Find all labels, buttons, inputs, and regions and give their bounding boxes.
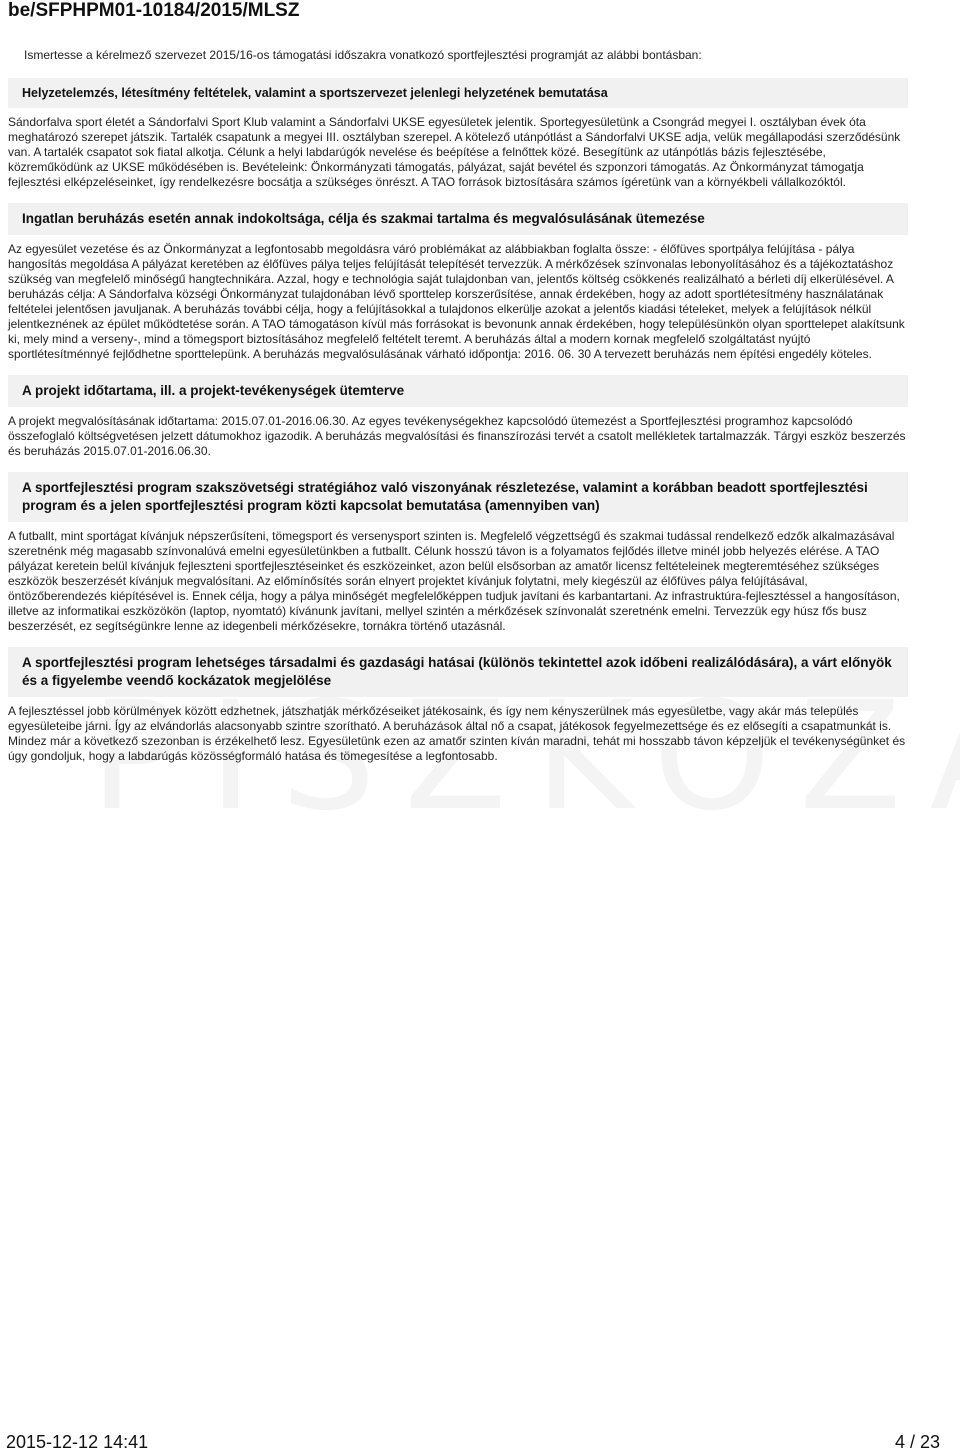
section-body-strategy: A futballt, mint sportágat kívánjuk népszerűsíteni, tömegsport és versenysport szinten is. Megfelelő végzettségű és szakmai tudással rendelkező edzők alkalmazásával szeretnénk még magasabb színvonalúvá emelni egyesületünkben a futballt. Célunk hosszú távon is a folyamatos fejlődés illetve minél jobb helyezés elérése. A TAO pályázat keretein belül kívánjuk fejleszteni sportfejlesztéseinket és eszközeinket, azon belül elsősorban az amatőr licensz feltételeinek megteremtéséhez szükséges eszközök beszerzését kívánjuk megvalósítani. Az előmínősítés során elnyert projektet kívánjuk folytatni, mely kiegészül az élőfüves pálya felújításával, öntözőberendezés kiépítésével is. Ennek célja, hogy a pálya minőségét megfelelőképpen tudjuk javítani és karbantartani. Az infrastruktúra-fejlesztéssel a hangosításon, illetve az informatikai eszközökön (laptop, nyomtató) kívánunk javítani, mellyel szintén a mérkőzések színvonalát szeretnénk emelni. Tervezzük egy húsz fős busz beszerzését, ez segítségünkre lenne az idegenbeli mérkőzésekre, tornákra történő utazásnál. [8, 529, 900, 633]
section-body-impacts: A fejlesztéssel jobb körülmények között edzhetnek, játszhatják mérkőzéseiket játékosaink, és így nem kényszerülnek más egyesületbe, vagy akár más település egyesületeibe járni. Így az elvándorlás alacsonyabb szintre szorítható. A beruházások által nő a csapat, játékosok fegyelmezettsége és ez elősegíti a csapatmunkát is. Mindez már a következő szezonban is érzékelhető lesz. Egyesületünk ezen az amatőr szinten kíván maradni, tehát mi hosszabb távon képzeljük el tevékenységünket és úgy gondoljuk, hogy a labdarúgás közösségformáló hatása és tömegesítése a legfontosabb. [8, 704, 906, 763]
section-body-situation: Sándorfalva sport életét a Sándorfalvi Sport Klub valamint a Sándorfalvi UKSE egyesületek jelentik. Sportegyesületünk a Csongrád megyei I. osztályban évek óta meghatározó szerepet játszik. Tartalék csapatunk a megyei III. osztályban szerepel. A kötelező utánpótlást a Sándorfalvi UKSE adja, velük megállapodási szerződésünk van. A tartalék csapatot sok fiatal alkotja. Célunk a helyi labdarúgók nevelése és beépítése a felnőttek közé. Besegítünk az utánpótlás bázis fejlesztésébe, közreműködünk az UKSE működésében is. Bevételeink: Önkormányzati támogatás, pályázat, saját bevétel és szponzori támogatás. Az Önkormányzat támogatja fejlesztési elképzeléseinket, így rendelkezésre bocsátja a szükséges önrészt. A TAO források biztosítására számos ígéretünk van a környékbeli vállalkozóktól. [8, 115, 901, 189]
section-title-impacts: A sportfejlesztési program lehetséges társadalmi és gazdasági hatásai (különös tekintettel azok időbeni realizálódására), a várt előnyök és a figyelembe veendő kockázatok megjelölése [8, 647, 908, 697]
section-title-situation: Helyzetelemzés, létesítmény feltételek, valamint a sportszervezet jelenlegi helyzetének bemutatása [8, 78, 908, 108]
section-title-strategy: A sportfejlesztési program szakszövetségi stratégiához való viszonyának részletezése, valamint a korábban beadott sportfejlesztési program és a jelen sportfejlesztési program közti kapcsolat bemutatása (amennyiben van) [8, 472, 908, 522]
section-title-investment: Ingatlan beruházás esetén annak indokoltsága, célja és szakmai tartalma és megvalósulásának ütemezése [8, 203, 908, 235]
section-title-schedule: A projekt időtartama, ill. a projekt-tevékenységek ütemterve [8, 375, 908, 407]
footer-page-number: 4 / 23 [894, 1432, 940, 1452]
page-content [8, 48, 908, 764]
section-body-schedule: A projekt megvalósításának időtartama: 2015.07.01-2016.06.30. Az egyes tevékenységekhez kapcsolódó ütemezést a Sportfejlesztési programhoz kapcsolódó összefoglaló költségvetésen jelzett dátumokhoz igazodik. A beruházás megvalósítási és finanszírozási tervét a csatolt mellékletek tartalmazzák. Tárgyi eszköz beszerzés és beruházás 2015.07.01-2016.06.30. [8, 414, 906, 458]
intro-text: Ismertesse a kérelmező szervezet 2015/16-os támogatási időszakra vonatkozó sportfejlesztési programját az alábbi bontásban: [24, 48, 702, 62]
section-body-investment: Az egyesület vezetése és az Önkormányzat a legfontosabb megoldásra váró problémákat az alábbiakban foglalta össze: - élőfüves sportpálya felújítása - pálya hangosítás megoldása A pályázat keretében az élőfüves pálya teljes felújítását telepítését tervezzük. A mérkőzések színvonalas lebonyolításához és a tájékoztatáshoz szükség van megfelelő minőségű hangtechnikára. Azzal, hogy e technológia saját tulajdonban van, jelentős költség csökkenés realizálható a bérleti díj elkerülésével. A beruházás célja: A Sándorfalva községi Önkormányzat tulajdonában lévő sporttelep korszerűsítése, annak érdekében, hogy az adott sportlétesítmény használatának feltételei jelentősen javuljanak. A beruházás további célja, hogy a felújításokkal a tulajdonos elkerülje azokat a jelentős kiadási tételeket, melyek a felújítások nélkül jelentkeznének az épület működtetése során. A TAO támogatáson kívül más forrásokat is bevonunk annak érdekében, hogy településünkön olyan sporttelepet alakítsunk ki, mely mind a verseny-, mind a tömegsport biztosításához megfelelő feltételt teremt. A beruházás által a modern kornak megfelelő szolgáltatást nyújtó sportlétesítménnyé fejlődhetne sporttelepünk. A beruházás megvalósulásának várható időpontja: 2016. 06. 30 A tervezett beruházás nem építési engedély köteles. [8, 242, 905, 361]
footer-timestamp: 2015-12-12 14:41 [6, 1432, 149, 1452]
document-id: be/SFPHPM01-10184/2015/MLSZ [8, 0, 300, 21]
